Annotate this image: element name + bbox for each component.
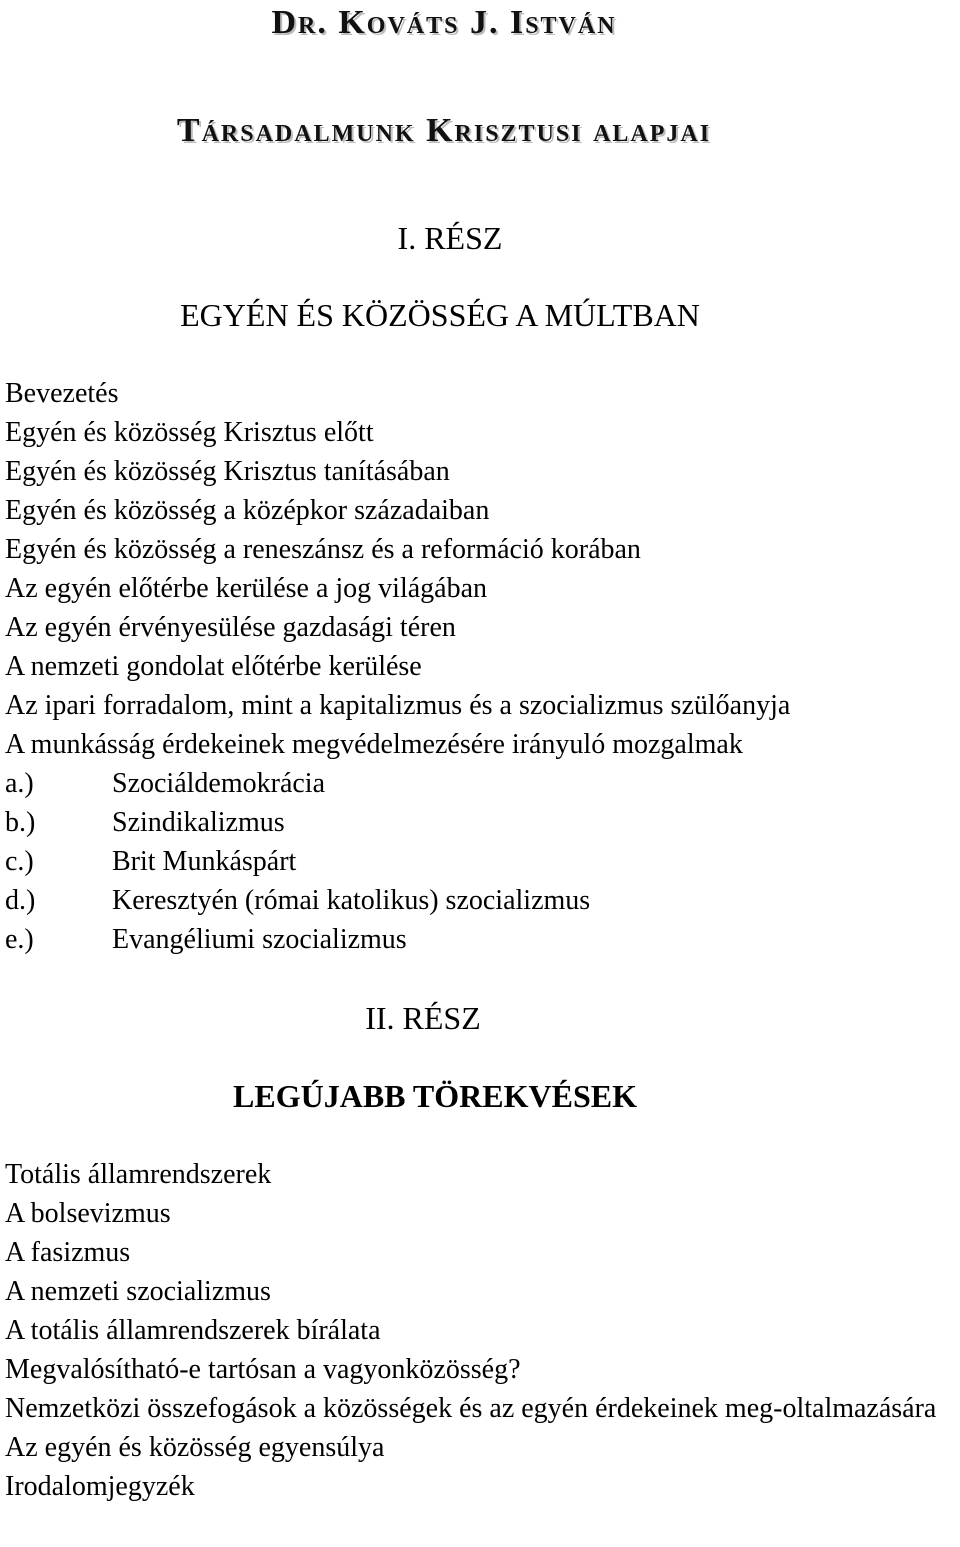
toc-subitem [5,764,790,803]
toc-subitem [5,920,790,959]
part-2-contents [5,1155,955,1506]
part-2-title: LEGÚJABB TÖREKVÉSEK [233,1078,637,1114]
toc-item: Bevezetés [5,378,119,409]
toc-item: A totális államrendszerek bírálata [5,1315,381,1346]
subitem-text: Brit Munkáspárt [112,846,297,877]
toc-item: Megvalósítható-e tartósan a vagyonközösség? [5,1354,521,1385]
subitem-marker: e.) [5,924,34,955]
subitem-text: Szindikalizmus [112,807,285,838]
toc-subitem [5,842,790,881]
toc-item: Az egyén előtérbe kerülése a jog világában [5,573,488,604]
part-1-contents [5,374,790,959]
toc-item: A fasizmus [5,1237,131,1268]
toc-item: A munkásság érdekeinek megvédelmezésére irányuló mozgalmak [5,729,743,760]
subitem-marker: a.) [5,768,34,799]
subitem-marker: b.) [5,807,36,838]
subitem-marker: c.) [5,846,34,877]
book-title: Társadalmunk Krisztusi alapjai [176,112,712,149]
toc-item: Nemzetközi összefogások a közösségek és az egyén érdekeinek meg-oltalmazására [5,1393,937,1424]
toc-item: Totális államrendszerek [5,1159,272,1190]
toc-item: Egyén és közösség a középkor századaiban [5,495,490,526]
toc-subitem [5,803,790,842]
toc-item: Az ipari forradalom, mint a kapitalizmus és a szocializmus szülőanyja [5,690,791,721]
toc-item: Az egyén érvényesülése gazdasági téren [5,612,456,643]
toc-subitem [5,881,790,920]
toc-item: A nemzeti szocializmus [5,1276,271,1307]
subitem-marker: d.) [5,885,36,916]
toc-item: Az egyén és közösség egyensúlya [5,1432,385,1463]
toc-item: Irodalomjegyzék [5,1471,195,1502]
toc-item: Egyén és közösség a reneszánsz és a reformáció korában [5,534,641,565]
toc-item: A nemzeti gondolat előtérbe kerülése [5,651,422,682]
part-2-label: II. RÉSZ [365,1000,481,1036]
part-1-label: I. RÉSZ [397,220,503,256]
toc-item: A bolsevizmus [5,1198,171,1229]
subitem-text: Szociáldemokrácia [112,768,326,799]
toc-item: Egyén és közösség Krisztus tanításában [5,456,450,487]
subitem-text: Evangéliumi szocializmus [112,924,407,955]
author-heading: Dr. Kováts J. István [271,4,617,41]
part-1-title: EGYÉN ÉS KÖZÖSSÉG A MÚLTBAN [180,297,700,333]
subitem-text: Keresztyén (római katolikus) szocializmus [112,885,591,916]
toc-item: Egyén és közösség Krisztus előtt [5,417,374,448]
